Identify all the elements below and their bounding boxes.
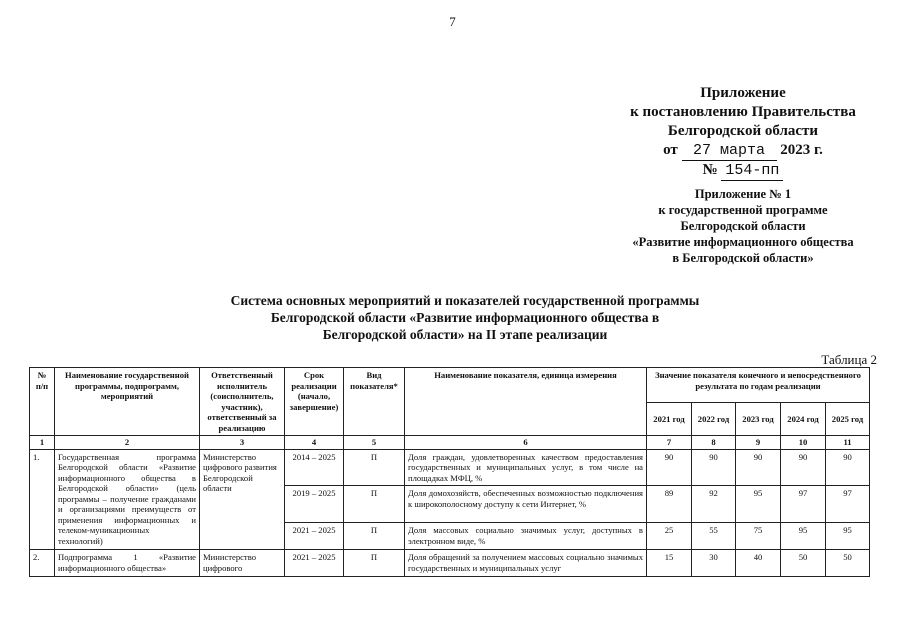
row-value-2024: 90: [781, 449, 826, 486]
row-term: 2014 – 2025: [285, 449, 344, 486]
row-value-2025: 50: [826, 550, 870, 577]
row-value-2024: 97: [781, 486, 826, 523]
header-indicator: Наименование показателя, единица измерения: [405, 368, 647, 436]
header-name: Наименование государственной программы, подпрограмм, мероприятий: [55, 368, 200, 436]
row-term: 2019 – 2025: [285, 486, 344, 523]
row-value-2021: 25: [647, 523, 692, 550]
col-number: 10: [781, 436, 826, 450]
header-executor: Ответственный исполнитель (соисполнитель, участник), ответственный за реализацию: [200, 368, 285, 436]
row-executor: Министерство цифрового: [200, 550, 285, 577]
header-term: Срок реализации (начало, завершение): [285, 368, 344, 436]
header-year-2025: 2025 год: [826, 403, 870, 436]
number-prefix: №: [702, 162, 718, 178]
appendix-2-line-5: в Белгородской области»: [672, 251, 814, 265]
row-indicator: Доля граждан, удовлетворенных качеством предоставления государственных и муниципальных услуг, в том числе на площадках МФЦ, %: [405, 449, 647, 486]
row-value-2021: 90: [647, 449, 692, 486]
row-value-2024: 50: [781, 550, 826, 577]
row-value-2021: 15: [647, 550, 692, 577]
row-value-2023: 75: [736, 523, 781, 550]
row-value-2025: 97: [826, 486, 870, 523]
header-year-2023: 2023 год: [736, 403, 781, 436]
col-number: 5: [344, 436, 405, 450]
appendix-title: Приложение: [700, 85, 786, 101]
table-row: [30, 449, 870, 486]
row-value-2023: 40: [736, 550, 781, 577]
appendix-block: [613, 84, 873, 181]
row-value-2022: 30: [692, 550, 736, 577]
number-fill: 154-пп: [721, 161, 783, 181]
row-value-2023: 95: [736, 486, 781, 523]
row-term: 2021 – 2025: [285, 523, 344, 550]
appendix-line-2: к постановлению Правительства: [630, 104, 856, 120]
appendix-date-line: [613, 141, 873, 161]
col-number: 1: [30, 436, 55, 450]
row-value-2022: 55: [692, 523, 736, 550]
row-type: П: [344, 486, 405, 523]
table-label: Таблица 2: [821, 352, 877, 367]
page-number: 7: [449, 14, 456, 29]
row-value-2022: 92: [692, 486, 736, 523]
row-indicator: Доля домохозяйств, обеспеченных возможностью подключения к широкополосному доступу к сети Интернет, %: [405, 486, 647, 523]
row-value-2023: 90: [736, 449, 781, 486]
row-value-2021: 89: [647, 486, 692, 523]
row-name: Государственная программа Белгородской области «Развитие информационного общества в Белгородской области» (цель программы – получение гражданами и организациями преимуществ от применения информационных и телеком-муникационных технологий): [55, 449, 200, 550]
row-executor: Министерство цифрового развития Белгородской области: [200, 449, 285, 550]
row-indicator: Доля массовых социально значимых услуг, доступных в электронном виде, %: [405, 523, 647, 550]
appendix-line-3: Белгородской области: [667, 123, 819, 139]
col-number: 4: [285, 436, 344, 450]
header-num: № п/п: [30, 368, 55, 436]
header-type: Вид показателя*: [344, 368, 405, 436]
appendix-2-line-4: «Развитие информационного общества: [632, 235, 854, 249]
appendix-2-title: Приложение № 1: [694, 187, 792, 201]
row-type: П: [344, 550, 405, 577]
col-number: 11: [826, 436, 870, 450]
header-row-1: [30, 368, 870, 403]
table-row: [30, 550, 870, 577]
appendix-number-line: [613, 161, 873, 181]
row-value-2022: 90: [692, 449, 736, 486]
date-suffix: 2023 г.: [780, 142, 823, 158]
indicators-table: [29, 367, 870, 577]
row-type: П: [344, 523, 405, 550]
header-values-group: Значение показателя конечного и непосредственного результата по годам реализации: [647, 368, 870, 403]
row-number: 2.: [30, 550, 55, 577]
date-fill: 27 марта: [682, 141, 777, 161]
document-title: Система основных мероприятий и показателей государственной программы Белгородской области «Развитие информационного общества в Белгородской области» на II этапе реализации: [230, 293, 700, 342]
row-value-2025: 90: [826, 449, 870, 486]
row-number: 1.: [30, 449, 55, 550]
column-numbers-row: [30, 436, 870, 450]
row-name: Подпрограмма 1 «Развитие информационного общества»: [55, 550, 200, 577]
date-prefix: от: [663, 142, 678, 158]
row-term: 2021 – 2025: [285, 550, 344, 577]
appendix-2-line-3: Белгородской области: [680, 219, 806, 233]
header-year-2021: 2021 год: [647, 403, 692, 436]
col-number: 2: [55, 436, 200, 450]
appendix-2-line-2: к государственной программе: [658, 203, 828, 217]
col-number: 3: [200, 436, 285, 450]
col-number: 6: [405, 436, 647, 450]
col-number: 8: [692, 436, 736, 450]
header-year-2024: 2024 год: [781, 403, 826, 436]
header-year-2022: 2022 год: [692, 403, 736, 436]
appendix-2-block: [613, 186, 873, 266]
row-indicator: Доля обращений за получением массовых социально значимых государственных и муниципальных услуг: [405, 550, 647, 577]
col-number: 7: [647, 436, 692, 450]
row-value-2025: 95: [826, 523, 870, 550]
col-number: 9: [736, 436, 781, 450]
row-value-2024: 95: [781, 523, 826, 550]
row-type: П: [344, 449, 405, 486]
